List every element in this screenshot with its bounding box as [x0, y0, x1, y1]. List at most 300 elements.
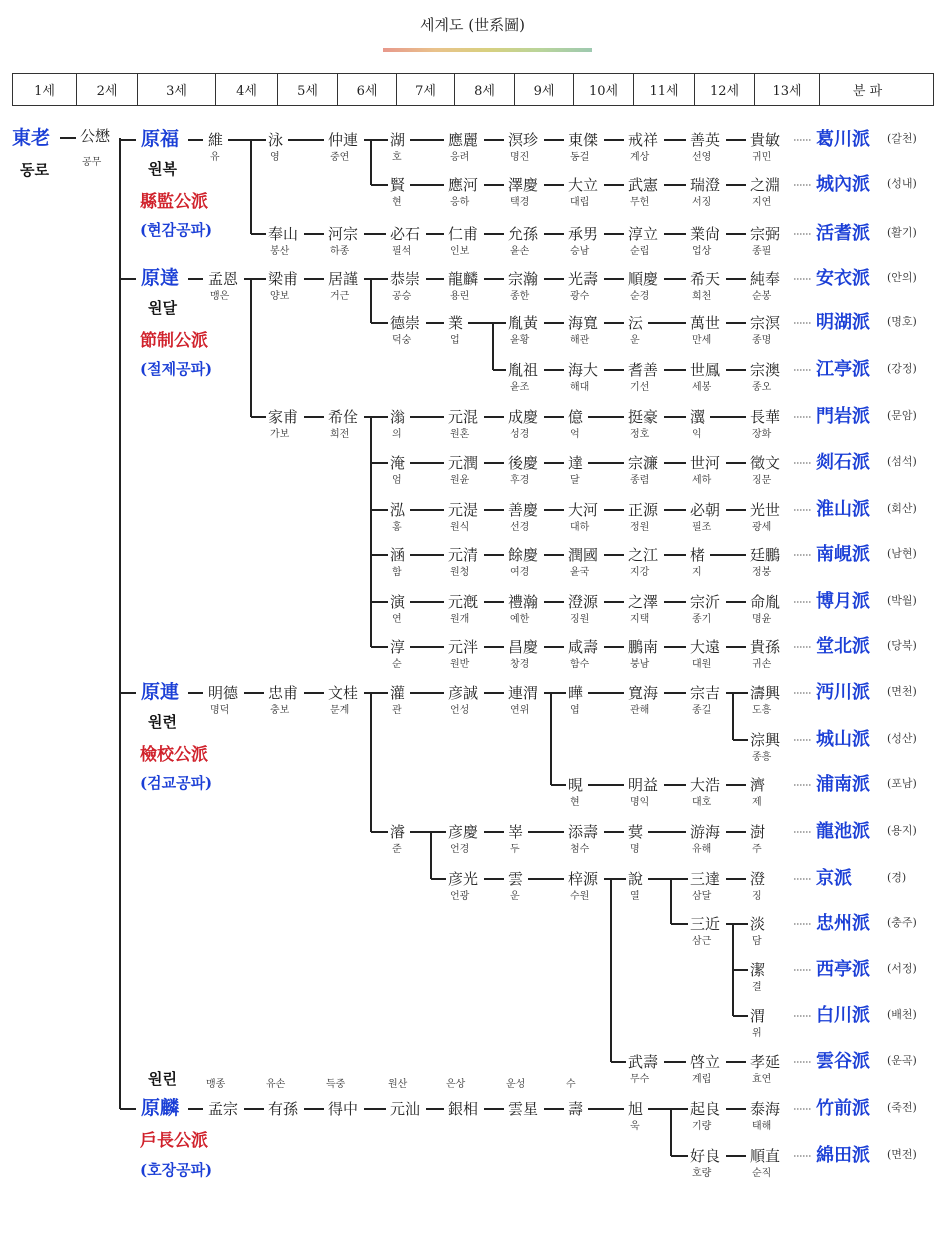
person-korean-name: 지택 — [630, 614, 650, 625]
header-cell: 9세 — [515, 74, 574, 105]
branch-korean-name: (안의) — [887, 271, 917, 284]
person-korean-name: 선경 — [510, 522, 530, 533]
person-name: 禮瀚 — [508, 593, 539, 611]
person-korean-name: 달 — [570, 475, 580, 486]
person-name: 澄 — [750, 870, 766, 888]
person-korean-name: 종오 — [752, 382, 772, 393]
person-name: 淡 — [750, 915, 766, 933]
person-name: 元清 — [448, 546, 479, 564]
person-korean-name: 결 — [752, 982, 762, 993]
person-name: 徵文 — [750, 454, 781, 472]
person-name: 彦誠 — [448, 684, 479, 702]
person-name: 應河 — [448, 176, 479, 194]
person-korean-name: 유해 — [692, 844, 712, 855]
branch-korean-name: (갈천) — [887, 132, 917, 145]
person-name: 世河 — [690, 454, 721, 472]
person-name: 明益 — [628, 776, 659, 794]
person-korean-name: 세하 — [692, 475, 712, 486]
person-korean-name: 문계 — [330, 705, 350, 716]
person-name: 彦光 — [448, 870, 479, 888]
person-korean-name: 운 — [630, 335, 640, 346]
person-name: 宗澳 — [750, 361, 781, 379]
person-name: 好良 — [690, 1147, 721, 1165]
person-korean-name: 호량 — [692, 1168, 712, 1179]
person-name: 挺豪 — [628, 408, 659, 426]
person-korean-name: 봉산 — [270, 246, 290, 257]
person-korean-name: 대원 — [692, 659, 712, 670]
person-korean-name: 맹종 — [206, 1079, 226, 1090]
gen3-name: 原達 — [141, 267, 180, 289]
person-name: 滃 — [390, 408, 406, 426]
person-name: 業尙 — [690, 225, 721, 243]
branch-korean-name: (배천) — [887, 1008, 917, 1021]
person-korean-name: 욱 — [630, 1121, 640, 1132]
person-korean-name: 효연 — [752, 1074, 772, 1085]
branch-name: 明湖派 — [816, 312, 870, 333]
root-korean-name: 동로 — [20, 161, 49, 179]
branch-name: 門岩派 — [816, 406, 870, 427]
person-name: 梓源 — [568, 870, 599, 888]
person-name: 億 — [568, 408, 584, 426]
person-korean-name: 순경 — [630, 291, 650, 302]
office-korean-name: (절제공파) — [140, 360, 213, 378]
person-korean-name: 충보 — [270, 705, 290, 716]
person-name: 之澤 — [628, 593, 659, 611]
person-korean-name: 명 — [630, 844, 640, 855]
person-korean-name: 익 — [692, 429, 702, 440]
person-korean-name: 윤황 — [510, 335, 530, 346]
person-korean-name: 주 — [752, 844, 762, 855]
person-name: 承男 — [568, 225, 599, 243]
branch-name: 江亭派 — [816, 359, 870, 380]
person-korean-name: 윤조 — [510, 382, 530, 393]
person-korean-name: 의 — [392, 429, 402, 440]
header-cell: 분 파 — [852, 84, 883, 99]
person-korean-name: 희전 — [330, 429, 350, 440]
person-name: 泰海 — [750, 1100, 781, 1118]
person-korean-name: 순 — [392, 659, 402, 670]
person-korean-name: 원반 — [450, 659, 470, 670]
branch-name: 堂北派 — [816, 636, 870, 657]
person-name: 餘慶 — [508, 546, 539, 564]
person-korean-name: 엽 — [570, 705, 580, 716]
person-name: 胤祖 — [508, 361, 539, 379]
gen2-korean-name: 공무 — [82, 157, 102, 168]
branch-korean-name: (강정) — [887, 362, 917, 375]
person-name: 啓立 — [690, 1053, 721, 1071]
branch-korean-name: (회산) — [887, 502, 917, 515]
header-cell: 2세 — [77, 74, 138, 105]
person-name: 孝延 — [750, 1053, 781, 1071]
person-korean-name: 원개 — [450, 614, 470, 625]
person-korean-name: 운성 — [506, 1079, 526, 1090]
person-name: 善慶 — [508, 501, 539, 519]
person-name: 德崇 — [390, 314, 421, 332]
person-korean-name: 기선 — [630, 382, 650, 393]
person-name: 孟恩 — [208, 270, 239, 288]
person-korean-name: 두 — [510, 844, 520, 855]
person-korean-name: 윤국 — [570, 567, 590, 578]
office-name: 縣監公派 — [140, 192, 208, 212]
person-korean-name: 현 — [570, 797, 580, 808]
branch-korean-name: (면전) — [887, 1148, 917, 1161]
branch-name: 西亭派 — [816, 959, 870, 980]
person-name: 順慶 — [628, 270, 659, 288]
person-name: 彦慶 — [448, 823, 479, 841]
person-name: 泓 — [390, 501, 406, 519]
person-name: 寬海 — [628, 684, 659, 702]
person-name: 淳 — [390, 638, 406, 656]
person-name: 光世 — [750, 501, 781, 519]
branch-korean-name: (남현) — [887, 547, 917, 560]
person-name: 海大 — [568, 361, 599, 379]
branch-name: 浦南派 — [816, 774, 870, 795]
branch-name: 京派 — [816, 868, 852, 889]
branch-korean-name: (면천) — [887, 685, 917, 698]
office-korean-name: (검교공파) — [140, 774, 213, 792]
branch-korean-name: (운곡) — [887, 1054, 917, 1067]
person-name: 萬世 — [690, 314, 721, 332]
person-name: 文桂 — [328, 684, 359, 702]
person-name: 潤國 — [568, 546, 599, 564]
person-korean-name: 필석 — [392, 246, 412, 257]
person-name: 必朝 — [690, 501, 721, 519]
person-korean-name: 연위 — [510, 705, 530, 716]
branch-korean-name: (문암) — [887, 409, 917, 422]
person-name: 武憲 — [628, 176, 659, 194]
person-name: 瀷 — [690, 408, 706, 426]
person-korean-name: 무헌 — [630, 197, 650, 208]
person-korean-name: 종필 — [752, 246, 772, 257]
person-korean-name: 후경 — [510, 475, 530, 486]
header-cell: 11세 — [634, 74, 695, 105]
person-name: 應麗 — [448, 131, 479, 149]
branch-korean-name: (충주) — [887, 916, 917, 929]
header-cell: 1세 — [13, 74, 77, 105]
person-name: 之淵 — [750, 176, 781, 194]
person-korean-name: 귀민 — [752, 152, 772, 163]
person-korean-name: 언경 — [450, 844, 470, 855]
person-korean-name: 유 — [210, 152, 220, 163]
person-name: 世鳳 — [690, 361, 721, 379]
person-name: 廷鵬 — [750, 546, 781, 564]
person-name: 大遠 — [690, 638, 721, 656]
person-name: 鵬南 — [628, 638, 659, 656]
person-name: 海寬 — [568, 314, 599, 332]
person-name: 說 — [628, 870, 644, 888]
branch-korean-name: (당북) — [887, 639, 917, 652]
person-korean-name: 붕남 — [630, 659, 650, 670]
branch-name: 龍池派 — [816, 821, 870, 842]
person-name: 後慶 — [508, 454, 539, 472]
person-korean-name: 엄 — [392, 475, 402, 486]
person-name: 楮 — [690, 546, 706, 564]
person-korean-name: 연 — [392, 614, 402, 625]
person-name: 龍麟 — [448, 270, 479, 288]
header-cell: 7세 — [397, 74, 455, 105]
person-korean-name: 종렴 — [630, 475, 650, 486]
person-korean-name: 지연 — [752, 197, 772, 208]
person-korean-name: 정붕 — [752, 567, 772, 578]
person-name: 仁甫 — [448, 225, 479, 243]
person-korean-name: 대호 — [692, 797, 712, 808]
root-name: 東老 — [12, 127, 51, 149]
header-cell: 6세 — [338, 74, 397, 105]
person-name: 渭 — [750, 1007, 766, 1025]
branch-korean-name: (성내) — [887, 177, 917, 190]
person-name: 希天 — [690, 270, 721, 288]
branch-korean-name: (명호) — [887, 315, 917, 328]
person-korean-name: 정호 — [630, 429, 650, 440]
branch-name: 城山派 — [816, 729, 870, 750]
person-korean-name: 호 — [392, 152, 402, 163]
person-korean-name: 순립 — [630, 246, 650, 257]
person-korean-name: 준 — [392, 844, 402, 855]
person-korean-name: 도흥 — [752, 705, 772, 716]
person-korean-name: 응하 — [450, 197, 470, 208]
person-name: 宗吉 — [690, 684, 721, 702]
branch-korean-name: (포남) — [887, 777, 917, 790]
person-name: 淳立 — [628, 225, 659, 243]
branch-korean-name: (용지) — [887, 824, 917, 837]
person-korean-name: 삼달 — [692, 891, 712, 902]
branch-name: 南峴派 — [816, 544, 870, 565]
branch-korean-name: (경) — [887, 871, 907, 884]
person-name: 三近 — [690, 915, 721, 933]
person-name: 雲 — [508, 870, 524, 888]
person-name: 順直 — [750, 1147, 781, 1165]
person-korean-name: 언광 — [450, 891, 470, 902]
person-korean-name: 종흥 — [752, 752, 772, 763]
person-korean-name: 광수 — [570, 291, 590, 302]
person-name: 澤慶 — [508, 176, 539, 194]
person-name: 瑞澄 — [690, 176, 721, 194]
person-korean-name: 계상 — [630, 152, 650, 163]
gen3-korean-name: 원련 — [148, 713, 177, 731]
header-cell: 3세 — [138, 74, 216, 105]
person-korean-name: 위 — [752, 1028, 762, 1039]
header-cell: 13세 — [755, 74, 820, 105]
person-korean-name: 수 — [566, 1079, 576, 1090]
person-korean-name: 가보 — [270, 429, 290, 440]
person-name: 大浩 — [690, 776, 721, 794]
person-name: 演 — [390, 593, 406, 611]
person-korean-name: 윤손 — [510, 246, 530, 257]
page-title: 세계도 (世系圖) — [420, 16, 525, 34]
person-name: 元混 — [448, 408, 479, 426]
person-name: 元泮 — [448, 638, 479, 656]
person-korean-name: 응려 — [450, 152, 470, 163]
person-korean-name: 득중 — [326, 1079, 346, 1090]
branch-name: 活耆派 — [816, 223, 870, 244]
person-korean-name: 서징 — [692, 197, 712, 208]
person-name: 旭 — [628, 1100, 644, 1118]
person-korean-name: 공승 — [392, 291, 412, 302]
person-korean-name: 언성 — [450, 705, 470, 716]
person-name: 澍 — [750, 823, 766, 841]
person-name: 添壽 — [568, 823, 599, 841]
person-korean-name: 양보 — [270, 291, 290, 302]
branch-korean-name: (활기) — [887, 226, 917, 239]
person-name: 明德 — [208, 684, 239, 702]
person-name: 有孫 — [268, 1100, 299, 1118]
person-korean-name: 필조 — [692, 522, 712, 533]
person-korean-name: 해대 — [570, 382, 590, 393]
person-name: 河宗 — [328, 225, 359, 243]
person-korean-name: 중연 — [330, 152, 350, 163]
person-name: 溟珍 — [508, 131, 539, 149]
branch-korean-name: (죽전) — [887, 1101, 917, 1114]
person-name: 貴敏 — [750, 131, 781, 149]
branch-name: 竹前派 — [816, 1098, 870, 1119]
person-name: 宗溟 — [750, 314, 781, 332]
person-korean-name: 원혼 — [450, 429, 470, 440]
person-name: 居謹 — [328, 270, 359, 288]
person-korean-name: 영 — [270, 152, 280, 163]
person-name: 忠甫 — [268, 684, 299, 702]
person-name: 元漑 — [448, 593, 479, 611]
person-korean-name: 예한 — [510, 614, 530, 625]
person-name: 東傑 — [568, 131, 599, 149]
person-korean-name: 지 — [692, 567, 702, 578]
branch-korean-name: (성산) — [887, 732, 917, 745]
person-korean-name: 승남 — [570, 246, 590, 257]
person-korean-name: 종길 — [692, 705, 712, 716]
header-cell: 4세 — [216, 74, 278, 105]
person-name: 貴孫 — [750, 638, 781, 656]
person-name: 賢 — [390, 176, 406, 194]
person-korean-name: 지강 — [630, 567, 650, 578]
person-korean-name: 업상 — [692, 246, 712, 257]
branch-name: 淮山派 — [816, 499, 870, 520]
person-name: 希佺 — [328, 408, 359, 426]
branch-name: 城內派 — [816, 174, 870, 195]
branch-name: 綿田派 — [816, 1145, 870, 1166]
branch-name: 雲谷派 — [816, 1051, 870, 1072]
person-korean-name: 선영 — [692, 152, 712, 163]
person-korean-name: 거근 — [330, 291, 350, 302]
header-cell: 8세 — [455, 74, 515, 105]
person-korean-name: 인보 — [450, 246, 470, 257]
person-korean-name: 관해 — [630, 705, 650, 716]
person-korean-name: 하종 — [330, 246, 350, 257]
person-korean-name: 원윤 — [450, 475, 470, 486]
person-korean-name: 함수 — [570, 659, 590, 670]
branch-name: 葛川派 — [816, 129, 870, 150]
person-name: 宗瀚 — [508, 270, 539, 288]
person-name: 三達 — [690, 870, 721, 888]
person-name: 業 — [448, 314, 464, 332]
person-korean-name: 순봉 — [752, 291, 772, 302]
person-korean-name: 원산 — [388, 1079, 408, 1090]
person-name: 蓂 — [628, 823, 644, 841]
person-name: 胤黃 — [508, 314, 539, 332]
person-name: 成慶 — [508, 408, 539, 426]
person-name: 淹 — [390, 454, 406, 472]
person-name: 孟宗 — [208, 1100, 239, 1118]
person-korean-name: 원청 — [450, 567, 470, 578]
person-name: 泳 — [268, 131, 284, 149]
office-korean-name: (호장공파) — [140, 1161, 213, 1179]
person-korean-name: 징문 — [752, 475, 772, 486]
person-name: 元湜 — [448, 501, 479, 519]
person-korean-name: 명익 — [630, 797, 650, 808]
person-name: 恭崇 — [390, 270, 421, 288]
person-korean-name: 은상 — [446, 1079, 466, 1090]
person-korean-name: 기량 — [692, 1121, 712, 1132]
person-korean-name: 제 — [752, 797, 762, 808]
person-korean-name: 현 — [392, 197, 402, 208]
header-cell: 12세 — [695, 74, 755, 105]
person-name: 家甫 — [268, 408, 299, 426]
person-name: 雲星 — [508, 1100, 539, 1118]
person-name: 宗弼 — [750, 225, 781, 243]
person-korean-name: 징원 — [570, 614, 590, 625]
gen3-name: 原福 — [141, 128, 180, 150]
person-name: 純奉 — [750, 270, 781, 288]
header-cell: 10세 — [574, 74, 634, 105]
person-korean-name: 세봉 — [692, 382, 712, 393]
person-name: 元汕 — [390, 1100, 421, 1118]
person-korean-name: 해관 — [570, 335, 590, 346]
person-name: 宗沂 — [690, 593, 721, 611]
person-korean-name: 징 — [752, 891, 762, 902]
person-korean-name: 대립 — [570, 197, 590, 208]
person-korean-name: 여경 — [510, 567, 530, 578]
person-korean-name: 맹은 — [210, 291, 230, 302]
person-name: 澄源 — [568, 593, 599, 611]
person-name: 潔 — [750, 961, 766, 979]
branch-name: 忠州派 — [816, 913, 870, 934]
person-name: 湖 — [390, 131, 406, 149]
person-korean-name: 덕숭 — [392, 335, 412, 346]
person-name: 命胤 — [750, 593, 781, 611]
person-korean-name: 종기 — [692, 614, 712, 625]
person-korean-name: 동걸 — [570, 152, 590, 163]
branch-name: 剡石派 — [816, 452, 870, 473]
branch-korean-name: (서정) — [887, 962, 917, 975]
person-name: 大立 — [568, 176, 599, 194]
person-korean-name: 유손 — [266, 1079, 286, 1090]
person-korean-name: 창경 — [510, 659, 530, 670]
person-korean-name: 성경 — [510, 429, 530, 440]
person-name: 武壽 — [628, 1053, 659, 1071]
header-cell: 5세 — [278, 74, 338, 105]
branch-name: 安衣派 — [816, 268, 870, 289]
person-korean-name: 운 — [510, 891, 520, 902]
person-name: 濟 — [750, 776, 766, 794]
person-korean-name: 함 — [392, 567, 402, 578]
person-korean-name: 장화 — [752, 429, 772, 440]
person-name: 游海 — [690, 823, 721, 841]
person-korean-name: 광세 — [752, 522, 772, 533]
office-name: 戶長公派 — [140, 1131, 208, 1151]
person-korean-name: 순직 — [752, 1168, 772, 1179]
branch-name: 白川派 — [816, 1005, 870, 1026]
person-korean-name: 명윤 — [752, 614, 772, 625]
person-name: 之江 — [628, 546, 659, 564]
person-name: 得中 — [328, 1100, 359, 1118]
person-name: 壽 — [568, 1100, 584, 1118]
gen3-name: 原麟 — [141, 1097, 180, 1119]
person-name: 耆善 — [628, 361, 659, 379]
person-name: 元潤 — [448, 454, 479, 472]
person-korean-name: 명진 — [510, 152, 530, 163]
person-korean-name: 명덕 — [210, 705, 230, 716]
person-name: 濬 — [390, 823, 406, 841]
person-name: 維 — [208, 131, 224, 149]
branch-korean-name: (박월) — [887, 594, 917, 607]
